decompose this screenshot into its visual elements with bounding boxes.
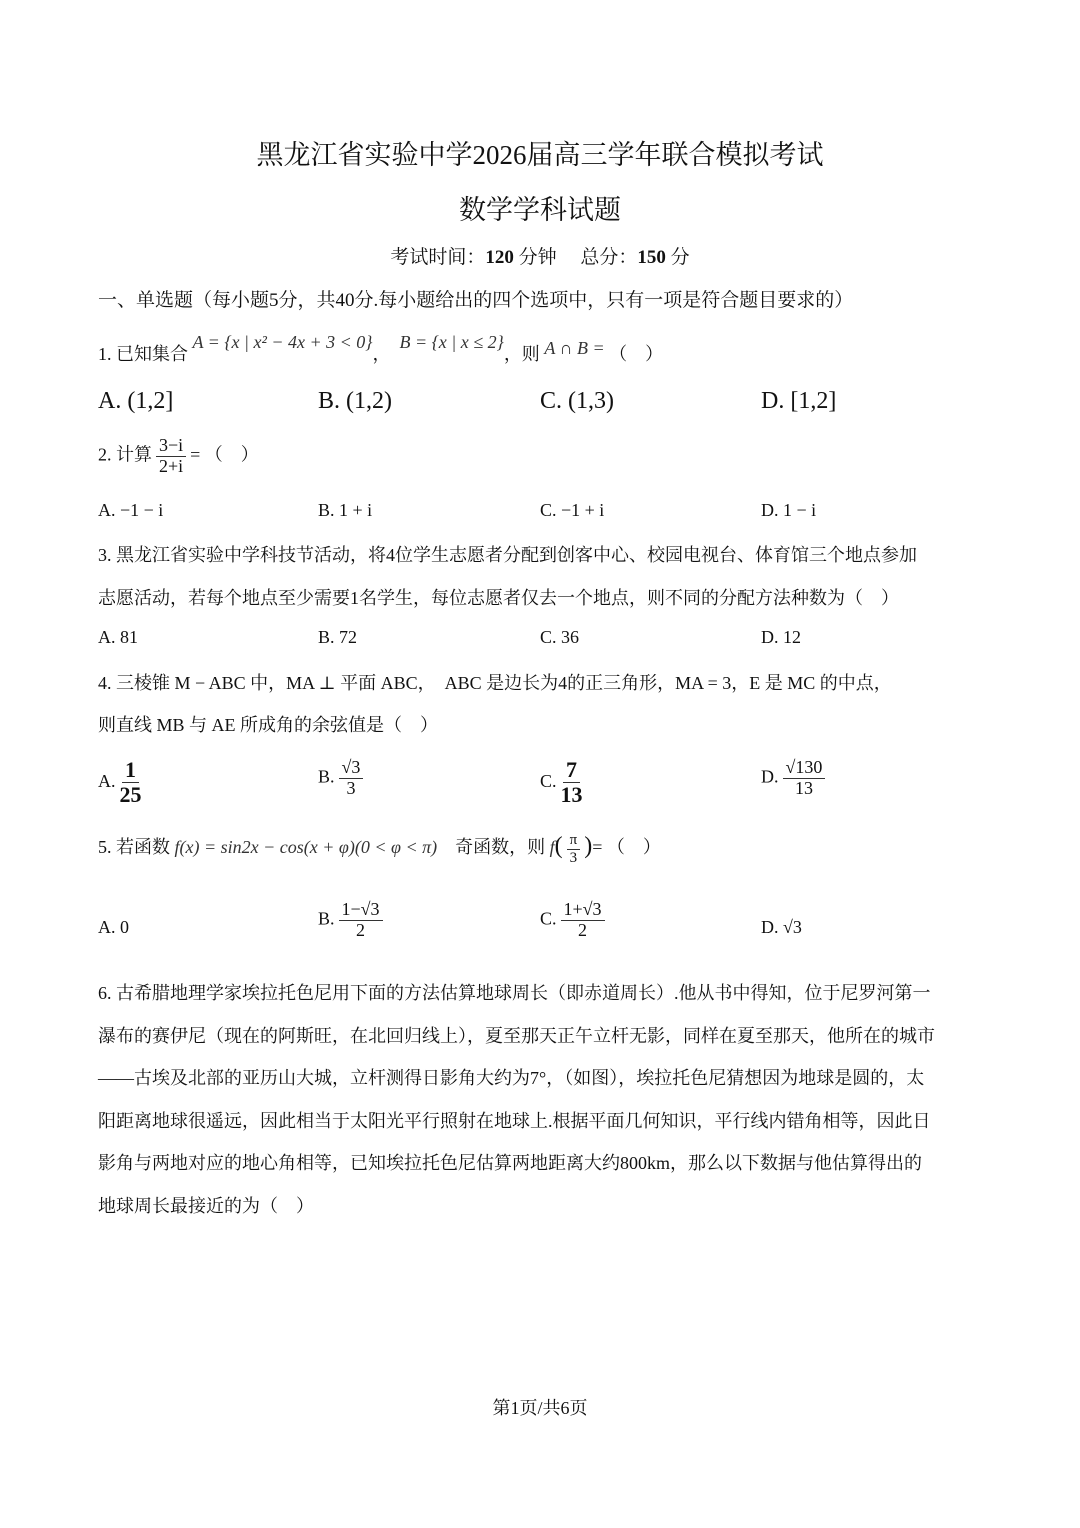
q4-option-a[interactable] bbox=[98, 758, 146, 807]
q1-sep: ， bbox=[372, 344, 391, 364]
section-heading: 一、单选题（每小题5分，共40分.每小题给出的四个选项中，只有一项是符合题目要求的） bbox=[98, 290, 854, 311]
q1-option-a[interactable]: A. (1,2] bbox=[98, 388, 174, 414]
time-unit: 分钟 bbox=[518, 247, 557, 268]
denominator: 3 bbox=[569, 849, 578, 866]
q6-line: 6. 古希腊地理学家埃拉托色尼用下面的方法估算地球周长（即赤道周长）.他从书中得知，位于尼罗河第一 bbox=[98, 983, 931, 1003]
question-1 bbox=[98, 332, 664, 366]
q5-option-c[interactable] bbox=[540, 900, 609, 941]
q1-stem-b: ，则 bbox=[503, 344, 540, 364]
q5-option-b[interactable] bbox=[318, 900, 387, 941]
q3-line-1: 3. 黑龙江省实验中学科技节活动，将4位学生志愿者分配到创客中心、校园电视台、体育馆三个地点参加 bbox=[98, 545, 917, 565]
option-fraction bbox=[339, 758, 364, 799]
score-value: 150 bbox=[637, 247, 666, 268]
q1-set-a: A = {x | x² − 4x + 3 < 0} bbox=[192, 332, 373, 352]
q6-line: ——古埃及北部的亚历山大城，立杆测得日影角大约为7°，（如图），埃拉托色尼猜想因为地球是圆的，太 bbox=[98, 1068, 925, 1088]
q1-expr: A ∩ B = bbox=[544, 338, 605, 358]
exam-subtitle: 数学学科试题 bbox=[459, 195, 621, 225]
q6-line: 影角与两地对应的地心角相等，已知埃拉托色尼估算两地距离大约800km，那么以下数据与他估算得出的 bbox=[98, 1153, 922, 1173]
exam-meta bbox=[0, 242, 1080, 269]
q1-option-d[interactable]: D. [1,2] bbox=[761, 388, 837, 414]
score-unit: 分 bbox=[670, 247, 690, 268]
time-value: 120 bbox=[485, 247, 514, 268]
q3-option-c[interactable]: C. 36 bbox=[540, 627, 580, 647]
time-label: 考试时间： bbox=[390, 247, 486, 268]
option-label: A. bbox=[98, 770, 116, 791]
q5-blank: = （ ） bbox=[592, 837, 661, 858]
numerator: 1+√3 bbox=[561, 900, 605, 921]
option-value: √3 bbox=[783, 917, 802, 937]
q4-option-b[interactable] bbox=[318, 758, 367, 799]
q1-option-b[interactable]: B. (1,2) bbox=[318, 388, 392, 414]
q6-line: 地球周长最接近的为（ ） bbox=[98, 1195, 314, 1216]
option-fraction bbox=[561, 900, 605, 941]
page-footer: 第1页/共6页 bbox=[492, 1398, 588, 1418]
q4-line-2: 则直线 MB 与 AE 所成角的余弦值是（ ） bbox=[98, 715, 439, 735]
q5-fraction bbox=[567, 832, 581, 866]
question-6 bbox=[98, 972, 988, 1227]
q2-option-b[interactable]: B. 1 + i bbox=[318, 500, 373, 520]
q6-line: 阳距离地球很遥远，因此相当于太阳光平行照射在地球上.根据平面几何知识，平行线内错角相等，因此日 bbox=[98, 1110, 931, 1131]
q2-option-c[interactable]: C. −1 + i bbox=[540, 500, 605, 520]
numerator: 7 bbox=[563, 758, 580, 783]
q4-option-d[interactable] bbox=[761, 758, 829, 799]
denominator: 2 bbox=[356, 919, 366, 940]
q1-blank: （ ） bbox=[609, 344, 664, 364]
numerator: √130 bbox=[783, 758, 826, 779]
option-label: C. bbox=[540, 770, 557, 791]
q3-option-a[interactable]: A. 81 bbox=[98, 627, 138, 647]
q2-option-a[interactable]: A. −1 − i bbox=[98, 500, 164, 520]
numerator: 1 bbox=[122, 758, 139, 783]
option-label: D. bbox=[761, 766, 779, 787]
q2-denominator: 2+i bbox=[159, 455, 184, 476]
option-fraction bbox=[339, 900, 383, 941]
option-label: B. bbox=[318, 908, 335, 929]
option-fraction bbox=[783, 758, 826, 799]
q2-stem: 2. 计算 bbox=[98, 444, 152, 465]
q1-stem: 1. 已知集合 bbox=[98, 344, 188, 364]
q4-option-c[interactable] bbox=[540, 758, 587, 807]
q3-option-d[interactable]: D. 12 bbox=[761, 627, 801, 647]
q4-line-1: 4. 三棱锥 M − ABC 中，MA ⊥ 平面 ABC， ABC 是边长为4的正三角形，MA = 3，E 是 MC 的中点， bbox=[98, 673, 892, 693]
q5-stem-b: 奇函数，则 bbox=[437, 837, 546, 858]
numerator: 1−√3 bbox=[339, 900, 383, 921]
score-label: 总分： bbox=[580, 247, 638, 268]
numerator: √3 bbox=[339, 758, 364, 779]
q3-line-2: 志愿活动，若每个地点至少需要1名学生，每位志愿者仅去一个地点，则不同的分配方法种数为（ ） bbox=[98, 588, 899, 608]
question-2 bbox=[98, 436, 259, 477]
q3-option-b[interactable]: B. 72 bbox=[318, 627, 358, 647]
q5-option-a[interactable]: A. 0 bbox=[98, 917, 129, 937]
q6-line: 瀑布的赛伊尼（现在的阿斯旺，在北回归线上），夏至那天正午立杆无影，同样在夏至那天，他所在的城市 bbox=[98, 1025, 935, 1046]
q1-set-b: B = {x | x ≤ 2} bbox=[399, 332, 504, 352]
option-label: D. bbox=[761, 917, 779, 937]
numerator: π bbox=[567, 832, 581, 850]
denominator: 13 bbox=[794, 777, 813, 798]
denominator: 25 bbox=[119, 782, 142, 808]
q2-blank: = （ ） bbox=[190, 444, 259, 465]
q2-option-d[interactable]: D. 1 − i bbox=[761, 500, 817, 520]
denominator: 3 bbox=[346, 777, 356, 798]
option-label: B. bbox=[318, 766, 335, 787]
q1-option-c[interactable]: C. (1,3) bbox=[540, 388, 614, 414]
q5-f: f bbox=[549, 837, 555, 858]
exam-title: 黑龙江省实验中学2026届高三学年联合模拟考试 bbox=[256, 140, 824, 170]
q2-numerator: 3−i bbox=[156, 436, 186, 457]
denominator: 13 bbox=[560, 782, 583, 808]
q5-option-d[interactable] bbox=[761, 917, 802, 938]
question-5: 5. 若函数 f(x) = sin2x − cos(x + φ)(0 < φ < π) 奇函数，则 f( $\frac{\pi}{3}$ )= （ ） bbox=[98, 832, 661, 866]
q5-stem: 5. 若函数 bbox=[98, 837, 170, 858]
q2-fraction bbox=[156, 436, 186, 477]
option-fraction bbox=[120, 758, 142, 807]
denominator: 2 bbox=[578, 919, 588, 940]
option-fraction bbox=[561, 758, 583, 807]
q5-function: f(x) = sin2x − cos(x + φ)(0 < φ < π) bbox=[174, 837, 438, 858]
option-label: C. bbox=[540, 908, 557, 929]
